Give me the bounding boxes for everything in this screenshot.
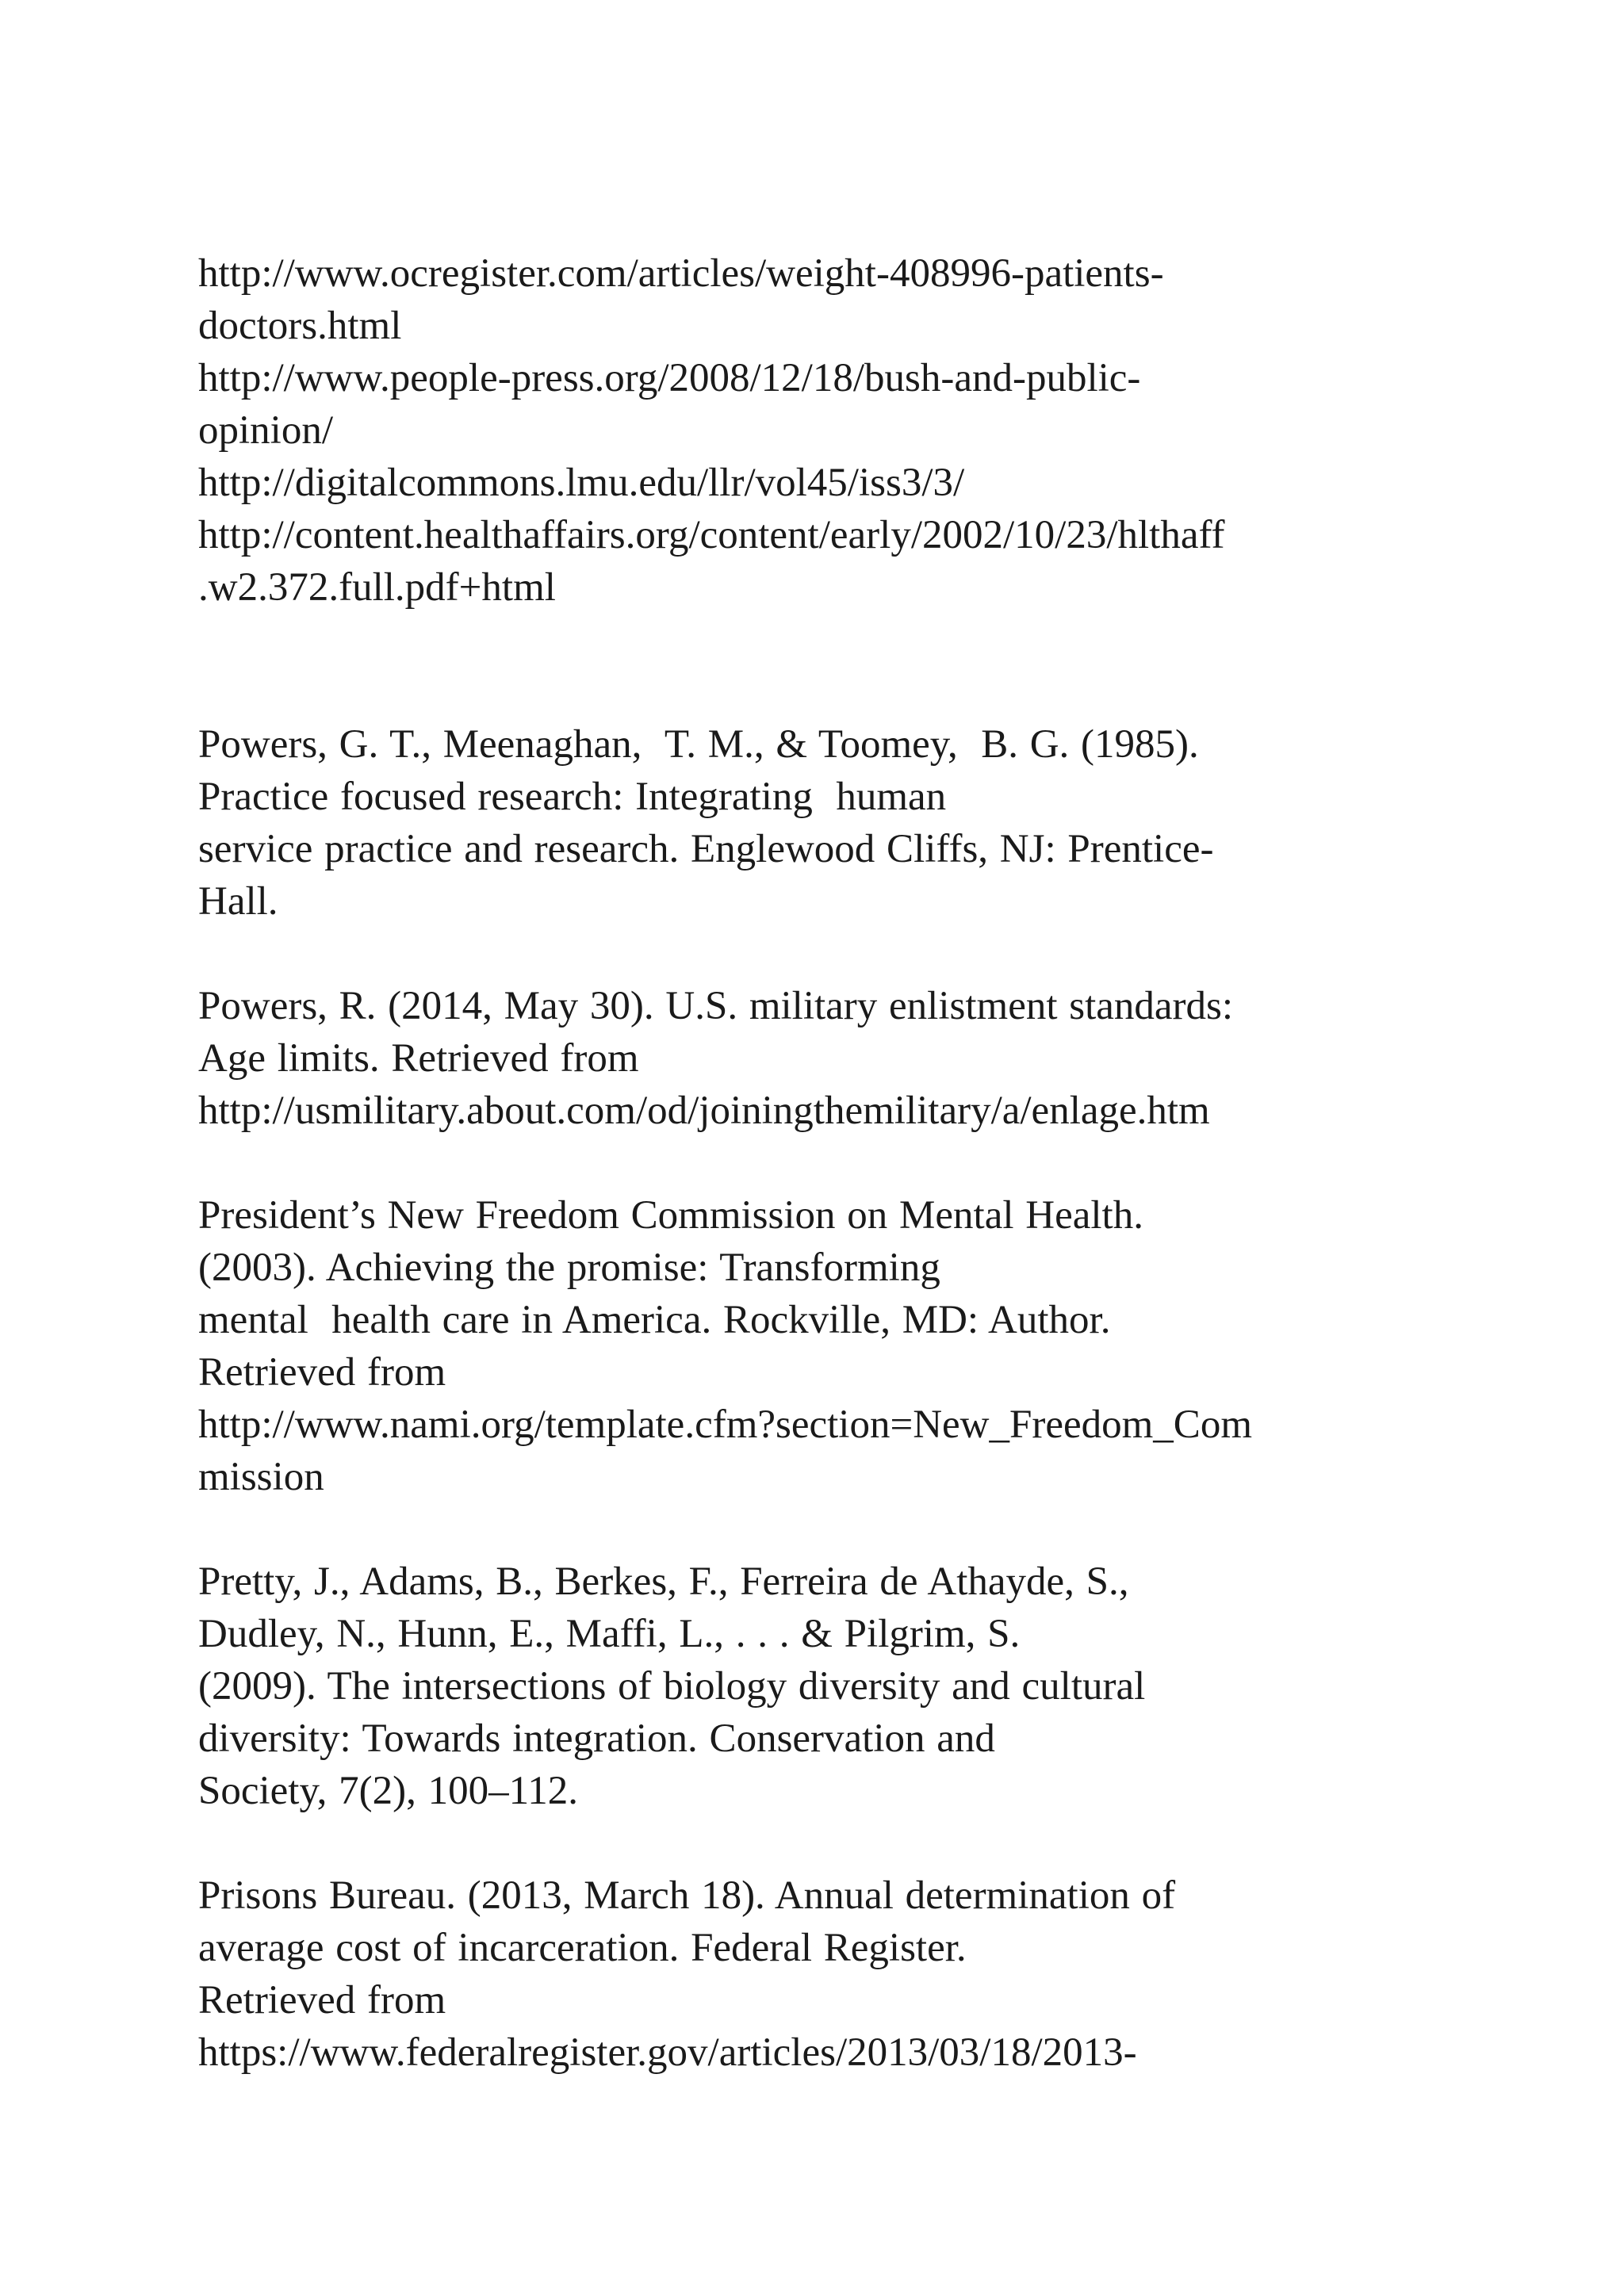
reference-line: average cost of incarceration. Federal Register. <box>198 1926 967 1970</box>
reference-entry-powers-2014 <box>198 980 1467 1137</box>
reference-line: Practice focused research: Integrating human <box>198 775 947 819</box>
reference-entry-new-freedom-commission <box>198 1189 1467 1503</box>
reference-line: (2009). The intersections of biology diversity and cultural <box>198 1664 1146 1709</box>
section-spacer <box>198 614 1467 718</box>
reference-line: http://www.nami.org/template.cfm?section=New_Freedom_Com <box>198 1402 1252 1447</box>
entry-spacer <box>198 928 1467 980</box>
reference-entry-prisons-bureau <box>198 1869 1467 2079</box>
reference-line: mental health care in America. Rockville, MD: Author. <box>198 1298 1111 1342</box>
reference-line: Dudley, N., Hunn, E., Maffi, L., . . . & Pilgrim, S. <box>198 1612 1021 1656</box>
url-line: http://content.healthaffairs.org/content/early/2002/10/23/hlthaff <box>198 513 1225 557</box>
reference-line: Powers, G. T., Meenaghan, T. M., & Toomey, B. G. (1985). <box>198 722 1199 767</box>
reference-line: Retrieved from <box>198 1978 446 2022</box>
reference-line: http://usmilitary.about.com/od/joiningthemilitary/a/enlage.htm <box>198 1089 1210 1133</box>
reference-line: Prisons Bureau. (2013, March 18). Annual determination of <box>198 1873 1176 1918</box>
entry-spacer <box>198 1137 1467 1189</box>
reference-line: President’s New Freedom Commission on Mental Health. <box>198 1193 1143 1238</box>
entry-spacer <box>198 1503 1467 1556</box>
url-line: http://digitalcommons.lmu.edu/llr/vol45/iss3/3/ <box>198 461 965 505</box>
reference-line: Society, 7(2), 100–112. <box>198 1769 578 1813</box>
reference-line: Powers, R. (2014, May 30). U.S. military enlistment standards: <box>198 984 1234 1028</box>
reference-line: Hall. <box>198 879 278 924</box>
entry-spacer <box>198 1817 1467 1869</box>
url-line: .w2.372.full.pdf+html <box>198 565 556 610</box>
reference-line: service practice and research. Englewood Cliffs, NJ: Prentice- <box>198 827 1214 871</box>
reference-line: (2003). Achieving the promise: Transforming <box>198 1246 940 1290</box>
reference-entry-pretty-2009 <box>198 1556 1467 1817</box>
reference-line: Retrieved from <box>198 1350 446 1395</box>
url-list <box>198 247 1467 614</box>
reference-list <box>198 247 1467 2079</box>
reference-line: Pretty, J., Adams, B., Berkes, F., Ferreira de Athayde, S., <box>198 1559 1129 1604</box>
url-line: http://www.ocregister.com/articles/weight-408996-patients- <box>198 251 1164 296</box>
url-line: http://www.people-press.org/2008/12/18/bush-and-public- <box>198 356 1141 400</box>
reference-line: Age limits. Retrieved from <box>198 1036 639 1081</box>
url-line: opinion/ <box>198 408 334 453</box>
url-line: doctors.html <box>198 304 402 348</box>
reference-line: diversity: Towards integration. Conservation and <box>198 1716 995 1761</box>
reference-line: mission <box>198 1455 324 1499</box>
reference-entry-powers-1985 <box>198 718 1467 928</box>
reference-line: https://www.federalregister.gov/articles/2013/03/18/2013- <box>198 2030 1137 2075</box>
